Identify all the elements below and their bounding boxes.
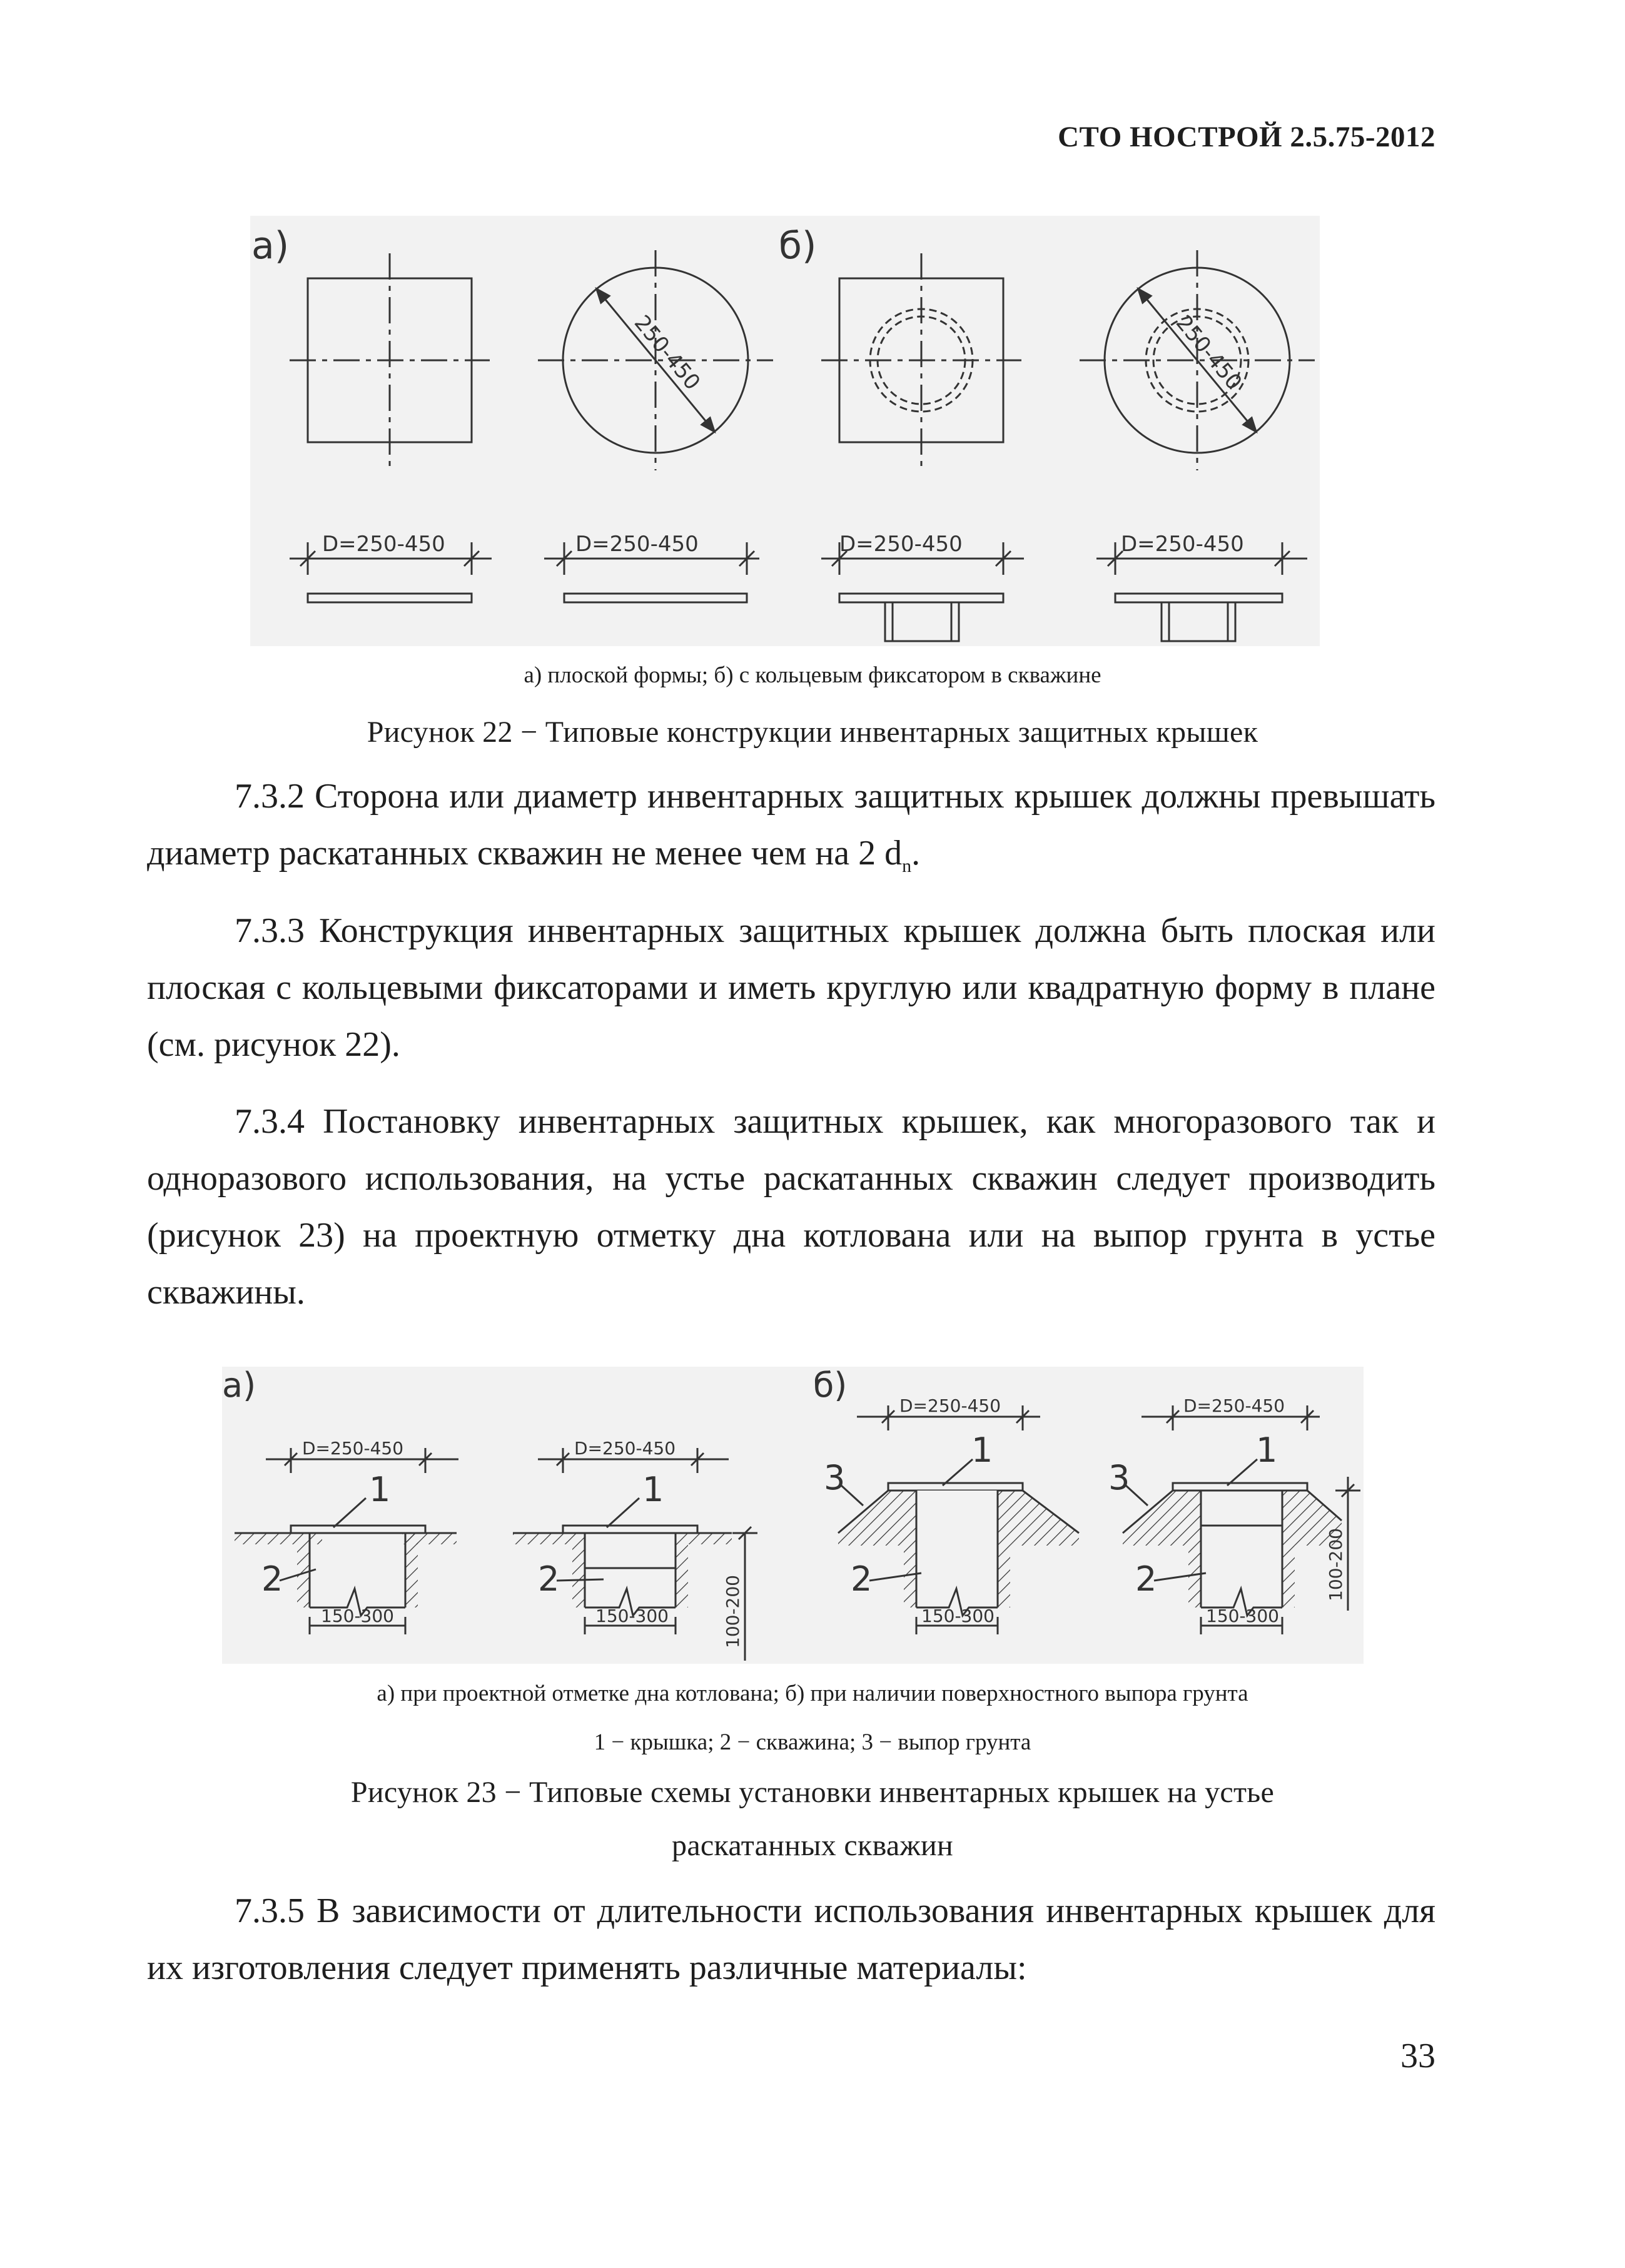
- fig22-diag-dim-1: 250-450: [629, 310, 706, 395]
- fig23-num-1d: 1: [1256, 1430, 1278, 1470]
- p734-text: 7.3.4 Постановку инвентарных защитных крышек, как многоразового так и одноразового использования, на устье раскатанных скважин следует производить (рисунок 23) на проектную отметку дна котлована или на выпор грунта в устье скважины.: [147, 1102, 1435, 1312]
- figure-23-drawing: [222, 1367, 1364, 1664]
- fig23-num-2b: 2: [538, 1559, 560, 1599]
- figure-23-caption-line-2: раскатанных скважин: [672, 1829, 953, 1862]
- p733-text: 7.3.3 Конструкция инвентарных защитных крышек должна быть плоская или плоская с кольцевыми фиксаторами и иметь круглую или квадратную форму в плане (см. рисунок 22).: [147, 911, 1435, 1064]
- fig23-num-2a: 2: [261, 1559, 283, 1599]
- fig23-num-2d: 2: [1135, 1559, 1157, 1599]
- fig23-label-b: б): [813, 1367, 848, 1405]
- fig23-depth-dim-2: 100-200: [1325, 1528, 1346, 1601]
- fig23-scheme-1: [235, 1438, 458, 1634]
- fig22-section-3: [821, 532, 1024, 641]
- figure-23-subcaption-1: а) при проектной отметке дна котлована; б) при наличии поверхностного выпора грунта: [377, 1681, 1248, 1706]
- p732-text: 7.3.2 Сторона или диаметр инвентарных защитных крышек должны превышать диаметр раскатанных скважин не менее чем на 2 d: [147, 777, 1435, 873]
- paragraph-7-3-2: [147, 768, 1435, 894]
- figure-23-subcaption-2: 1 − крышка; 2 − скважина; 3 − выпор грунта: [594, 1729, 1031, 1755]
- fig23-d-dim-2: D=250-450: [574, 1438, 676, 1459]
- fig23-num-1a: 1: [369, 1470, 391, 1509]
- fig23-label-a: а): [222, 1367, 256, 1405]
- fig22-label-a: а): [251, 224, 290, 268]
- fig22-label-b: б): [779, 224, 817, 268]
- figure-22-drawing: [250, 216, 1320, 646]
- square-cover-with-ring-plan: [821, 253, 1021, 467]
- page-number: 33: [1400, 2037, 1435, 2075]
- fig22-dim-label-2: D=250-450: [575, 532, 699, 557]
- paragraph-7-3-3: [147, 903, 1435, 1073]
- fig23-w-dim-1: 150-300: [321, 1606, 394, 1626]
- fig22-dim-label-3: D=250-450: [839, 532, 963, 557]
- figure-23-caption-line-1: Рисунок 23 − Типовые схемы установки инвентарных крышек на устье: [350, 1776, 1275, 1809]
- paragraph-7-3-4: [147, 1093, 1435, 1321]
- fig22-diag-dim-2: 250-450: [1170, 310, 1247, 395]
- round-cover-with-ring-plan: [1080, 250, 1315, 470]
- fig23-scheme-4: [1108, 1395, 1360, 1634]
- fig23-num-1b: 1: [642, 1470, 664, 1509]
- figure-22-caption: Рисунок 22 − Типовые конструкции инвентарных защитных крышек: [367, 716, 1258, 749]
- fig23-d-dim-1: D=250-450: [302, 1438, 404, 1459]
- p732-end: .: [911, 834, 921, 873]
- fig23-num-2c: 2: [851, 1559, 873, 1599]
- flat-square-cover-plan: [290, 253, 490, 467]
- fig22-dim-label-4: D=250-450: [1121, 532, 1244, 557]
- fig22-section-1: [290, 532, 492, 602]
- fig23-w-dim-3: 150-300: [921, 1606, 995, 1626]
- fig23-num-3c: 3: [824, 1458, 846, 1497]
- fig22-section-2: [544, 532, 759, 602]
- fig23-d-dim-3: D=250-450: [899, 1395, 1001, 1416]
- fig23-scheme-3: [824, 1395, 1079, 1634]
- p735-text: 7.3.5 В зависимости от длительности использования инвентарных крышек для их изготовления следует применять различные материалы:: [147, 1891, 1435, 1987]
- fig23-depth-dim-1: 100-200: [722, 1575, 743, 1648]
- fig23-w-dim-4: 150-300: [1206, 1606, 1279, 1626]
- paragraph-7-3-5: [147, 1883, 1435, 1997]
- fig23-d-dim-4: D=250-450: [1183, 1395, 1285, 1416]
- fig23-num-3d: 3: [1108, 1458, 1130, 1497]
- fig22-section-4: [1096, 532, 1307, 641]
- fig22-dim-label-1: D=250-450: [322, 532, 445, 557]
- document-code-header: СТО НОСТРОЙ 2.5.75-2012: [1058, 121, 1435, 153]
- figure-22-subcaption: а) плоской формы; б) с кольцевым фиксатором в скважине: [524, 662, 1101, 688]
- fig23-scheme-2: [513, 1438, 757, 1661]
- fig23-num-1c: 1: [971, 1430, 993, 1470]
- fig23-w-dim-2: 150-300: [595, 1606, 669, 1626]
- p732-subscript: n: [902, 856, 912, 876]
- flat-round-cover-plan: [538, 250, 773, 470]
